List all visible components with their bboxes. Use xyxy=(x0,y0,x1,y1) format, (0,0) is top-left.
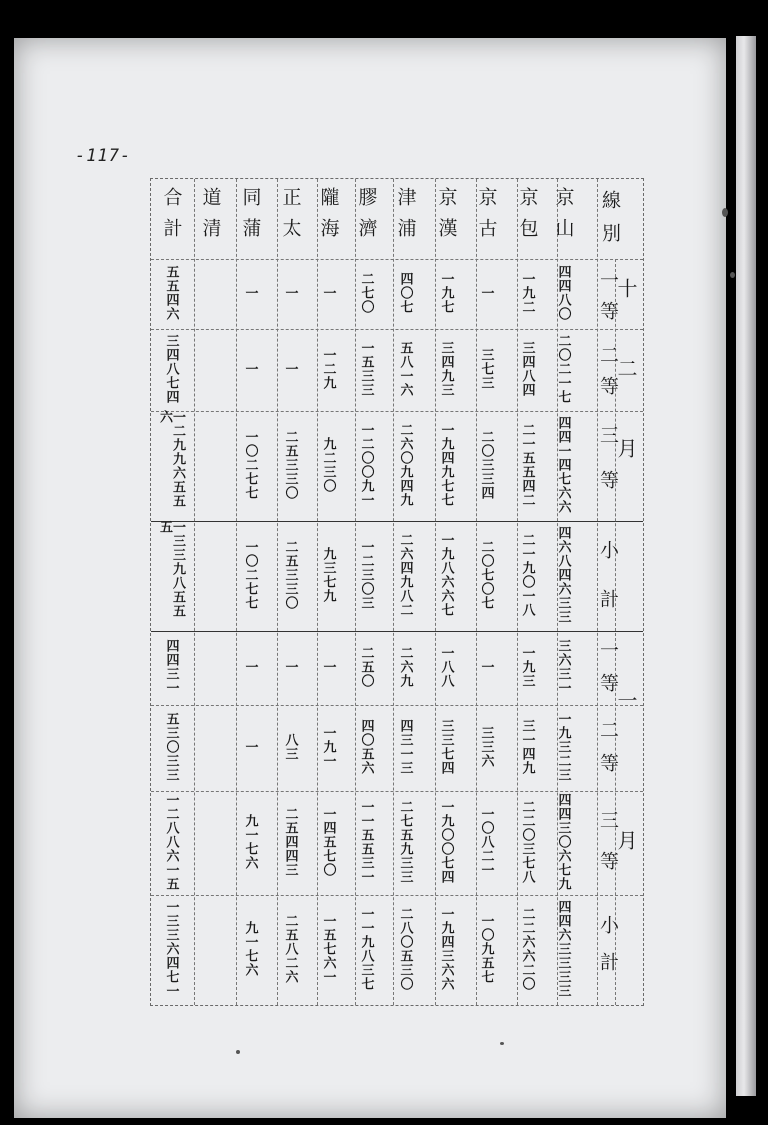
cell-value: 三一四九 xyxy=(519,719,535,775)
table-cell xyxy=(467,630,505,704)
table-cell xyxy=(191,894,229,1004)
cell-value: 四四六三三三三 xyxy=(555,900,571,998)
cell-value: 二七〇 xyxy=(358,272,374,314)
table-cell xyxy=(467,520,505,630)
cell-value: 一二〇〇九一 xyxy=(358,423,374,507)
table-cell xyxy=(544,258,582,328)
table-cell xyxy=(544,328,582,410)
table-cell xyxy=(347,410,385,520)
cell-value: 一 xyxy=(242,362,258,376)
cell-value: 二〇三三四 xyxy=(478,430,494,500)
ink-speck xyxy=(500,1042,504,1045)
table-cell xyxy=(191,258,229,328)
table-cell xyxy=(271,790,309,894)
cell-value: 三七三 xyxy=(478,348,494,390)
cell-value: 一三三六四七一 xyxy=(163,900,179,998)
route-name xyxy=(427,180,465,256)
table-cell xyxy=(508,410,546,520)
table-cell xyxy=(309,520,347,630)
table-cell xyxy=(347,894,385,1004)
cell-value: 一 xyxy=(282,660,298,674)
cell-value: 一五七六一 xyxy=(320,914,336,984)
route-name xyxy=(231,180,269,256)
table-cell xyxy=(152,410,190,520)
cell-value: 一九四三六六 xyxy=(438,907,454,991)
cell-value: 一〇二七七 xyxy=(242,540,258,610)
table-cell xyxy=(152,328,190,410)
table-cell xyxy=(231,630,269,704)
cell-value: 一〇九五七 xyxy=(478,914,494,984)
table-cell xyxy=(544,520,582,630)
cell-value: 二六九 xyxy=(397,646,413,688)
route-name xyxy=(271,180,309,256)
col-subtotal-jan: 小計 xyxy=(597,915,619,989)
table-cell xyxy=(508,520,546,630)
table-cell xyxy=(152,630,190,704)
cell-value: 九二三〇 xyxy=(320,437,336,493)
table-cell xyxy=(427,704,465,790)
table-cell xyxy=(508,894,546,1004)
cell-value: 四三一三 xyxy=(397,719,413,775)
table-cell xyxy=(309,328,347,410)
cell-value: 四六八四六三三 xyxy=(555,526,571,624)
table-cell xyxy=(467,790,505,894)
table-cell xyxy=(347,328,385,410)
table-cell xyxy=(191,630,229,704)
cell-value: 一 xyxy=(478,660,494,674)
table-cell xyxy=(347,630,385,704)
route-name xyxy=(191,180,229,256)
cell-value: 二五八二六 xyxy=(282,914,298,984)
table-cell xyxy=(427,258,465,328)
table-cell xyxy=(386,410,424,520)
cell-value: 四四三一 xyxy=(163,639,179,695)
cell-value: 一 xyxy=(282,362,298,376)
ink-speck xyxy=(236,1050,240,1054)
cell-value: 一 xyxy=(242,286,258,300)
table-cell xyxy=(309,790,347,894)
route-label: 正太 xyxy=(279,187,302,249)
col-subtotal-dec: 小計 xyxy=(597,540,619,638)
table-cell xyxy=(544,894,582,1004)
col-third-jan: 三等 xyxy=(597,810,619,892)
cell-value: 二七五九三三 xyxy=(397,800,413,884)
table-cell xyxy=(309,410,347,520)
table-cell xyxy=(467,328,505,410)
route-name xyxy=(544,180,582,256)
table-cell xyxy=(271,328,309,410)
table-cell xyxy=(347,258,385,328)
cell-value: 一四五七〇 xyxy=(320,807,336,877)
cell-value: 一九一 xyxy=(320,726,336,768)
route-label: 京漢 xyxy=(435,187,458,249)
table-cell xyxy=(271,520,309,630)
cell-value: 四四三〇六七九 xyxy=(555,793,571,891)
cell-value: 二一五五四二 xyxy=(519,423,535,507)
table-cell xyxy=(467,258,505,328)
cell-value: 二五四四三 xyxy=(282,807,298,877)
route-name xyxy=(347,180,385,256)
table-cell xyxy=(544,410,582,520)
ink-speck xyxy=(730,272,735,278)
route-label: 膠濟 xyxy=(355,187,378,249)
table-cell xyxy=(508,258,546,328)
route-label: 道清 xyxy=(199,187,222,249)
cell-value: 四四一四七六六 xyxy=(555,416,571,514)
cell-value: 四〇七 xyxy=(397,272,413,314)
route-label: 京山 xyxy=(552,187,575,249)
route-name xyxy=(508,180,546,256)
cell-value: 一九二 xyxy=(519,272,535,314)
page-number: -117- xyxy=(75,146,132,166)
table-cell xyxy=(386,328,424,410)
cell-value: 一九七 xyxy=(438,272,454,314)
table-cell xyxy=(427,894,465,1004)
cell-value: 二二〇三七八 xyxy=(519,800,535,884)
col-first-jan: 一等 xyxy=(597,640,619,706)
table-cell xyxy=(508,328,546,410)
table-cell xyxy=(427,630,465,704)
cell-value: 八三 xyxy=(282,733,298,761)
table-cell xyxy=(152,790,190,894)
table-cell xyxy=(386,630,424,704)
cell-value: 五五四六 xyxy=(163,265,179,321)
table-cell xyxy=(427,790,465,894)
table-cell xyxy=(231,894,269,1004)
table-cell xyxy=(427,328,465,410)
col-second-dec: 二等 xyxy=(597,345,619,407)
route-name xyxy=(309,180,347,256)
cell-value: 五八一六 xyxy=(397,341,413,397)
table-cell xyxy=(191,328,229,410)
table-cell xyxy=(152,258,190,328)
cell-value: 一一五五三一 xyxy=(358,800,374,884)
table-cell xyxy=(467,410,505,520)
cell-value: 一八八 xyxy=(438,646,454,688)
cell-value: 九一七六 xyxy=(242,921,258,977)
table-cell xyxy=(347,704,385,790)
table-cell xyxy=(386,704,424,790)
cell-value: 三四九三 xyxy=(438,341,454,397)
table-cell xyxy=(191,704,229,790)
route-header: 線別 xyxy=(599,190,621,256)
table-cell xyxy=(231,328,269,410)
col-second-jan: 二等 xyxy=(597,720,619,786)
table-cell xyxy=(271,410,309,520)
cell-value: 一九三 xyxy=(519,646,535,688)
cell-value: 二六〇九四九 xyxy=(397,423,413,507)
cell-value: 一 xyxy=(242,660,258,674)
cell-value: 一二八八六一五 xyxy=(163,793,179,891)
table-cell xyxy=(231,704,269,790)
table-cell xyxy=(231,520,269,630)
table-cell xyxy=(231,258,269,328)
route-label: 合計 xyxy=(160,187,183,249)
table-cell xyxy=(309,894,347,1004)
cell-value: 一 xyxy=(242,740,258,754)
table-cell xyxy=(191,410,229,520)
col-third-dec: 三等 xyxy=(597,425,619,515)
table-cell xyxy=(467,894,505,1004)
table-cell xyxy=(231,410,269,520)
cell-value: 一〇八二一 xyxy=(478,807,494,877)
cell-value: 一 xyxy=(282,286,298,300)
cell-value: 三三六 xyxy=(478,726,494,768)
cell-value: 一九〇〇七四 xyxy=(438,800,454,884)
cell-value: 二五〇 xyxy=(358,646,374,688)
table-cell xyxy=(191,790,229,894)
cell-value: 一三三九八五五五 xyxy=(157,520,185,618)
route-label: 京古 xyxy=(475,187,498,249)
route-label: 同蒲 xyxy=(239,187,262,249)
cell-value: 九一七六 xyxy=(242,814,258,870)
table-cell xyxy=(386,790,424,894)
table-cell xyxy=(347,520,385,630)
route-name xyxy=(467,180,505,256)
cell-value: 一九三二三 xyxy=(555,712,571,782)
cell-value: 四〇五六 xyxy=(358,719,374,775)
route-name xyxy=(386,180,424,256)
table-cell xyxy=(544,790,582,894)
table-cell xyxy=(271,258,309,328)
table-cell xyxy=(467,704,505,790)
table-cell xyxy=(508,704,546,790)
cell-value: 二五三三〇 xyxy=(282,430,298,500)
route-label: 隴海 xyxy=(317,187,340,249)
table-cell xyxy=(271,704,309,790)
table-cell xyxy=(191,520,229,630)
table-cell xyxy=(386,894,424,1004)
cell-value: 一五三三 xyxy=(358,341,374,397)
col-first-dec: 一等 xyxy=(597,270,619,332)
table-cell xyxy=(544,704,582,790)
table-cell xyxy=(152,704,190,790)
cell-value: 一二九九六五五六 xyxy=(157,410,185,508)
cell-value: 一二三〇三 xyxy=(358,540,374,610)
cell-value: 二〇二一七 xyxy=(555,334,571,404)
cell-value: 二二六六二〇 xyxy=(519,907,535,991)
table-cell xyxy=(508,790,546,894)
table-cell xyxy=(427,410,465,520)
period-january: 一月 xyxy=(614,690,638,970)
cell-value: 九三七九 xyxy=(320,547,336,603)
route-label: 津浦 xyxy=(394,187,417,249)
cell-value: 三六三一 xyxy=(555,639,571,695)
route-name xyxy=(152,180,190,256)
cell-value: 一 xyxy=(320,660,336,674)
cell-value: 三四八四 xyxy=(519,341,535,397)
table-cell xyxy=(231,790,269,894)
cell-value: 四四八〇 xyxy=(555,265,571,321)
table-cell xyxy=(386,258,424,328)
table-cell xyxy=(152,520,190,630)
cell-value: 一九八六六七 xyxy=(438,533,454,617)
table-cell xyxy=(347,790,385,894)
table-cell xyxy=(427,520,465,630)
cell-value: 二六四九八二 xyxy=(397,533,413,617)
table-cell xyxy=(386,520,424,630)
table-cell xyxy=(544,630,582,704)
ink-speck xyxy=(722,208,728,217)
route-label: 京包 xyxy=(516,187,539,249)
cell-value: 二八〇五三〇 xyxy=(397,907,413,991)
table-cell xyxy=(309,704,347,790)
cell-value: 一九四九七七 xyxy=(438,423,454,507)
cell-value: 二〇七〇七 xyxy=(478,540,494,610)
cell-value: 二五三三〇 xyxy=(282,540,298,610)
book-spine xyxy=(736,36,756,1096)
cell-value: 一〇二七七 xyxy=(242,430,258,500)
table-cell xyxy=(271,630,309,704)
period-december: 十二月 xyxy=(614,278,638,518)
table-cell xyxy=(152,894,190,1004)
cell-value: 一 xyxy=(478,286,494,300)
cell-value: 一一九八三七 xyxy=(358,907,374,991)
table-cell xyxy=(271,894,309,1004)
table-cell xyxy=(309,630,347,704)
cell-value: 三四八七四 xyxy=(163,334,179,404)
table-cell xyxy=(309,258,347,328)
cell-value: 三三七四 xyxy=(438,719,454,775)
cell-value: 一二九 xyxy=(320,348,336,390)
cell-value: 一 xyxy=(320,286,336,300)
cell-value: 二一九〇一八 xyxy=(519,533,535,617)
table-cell xyxy=(508,630,546,704)
cell-value: 五三〇三三 xyxy=(163,712,179,782)
